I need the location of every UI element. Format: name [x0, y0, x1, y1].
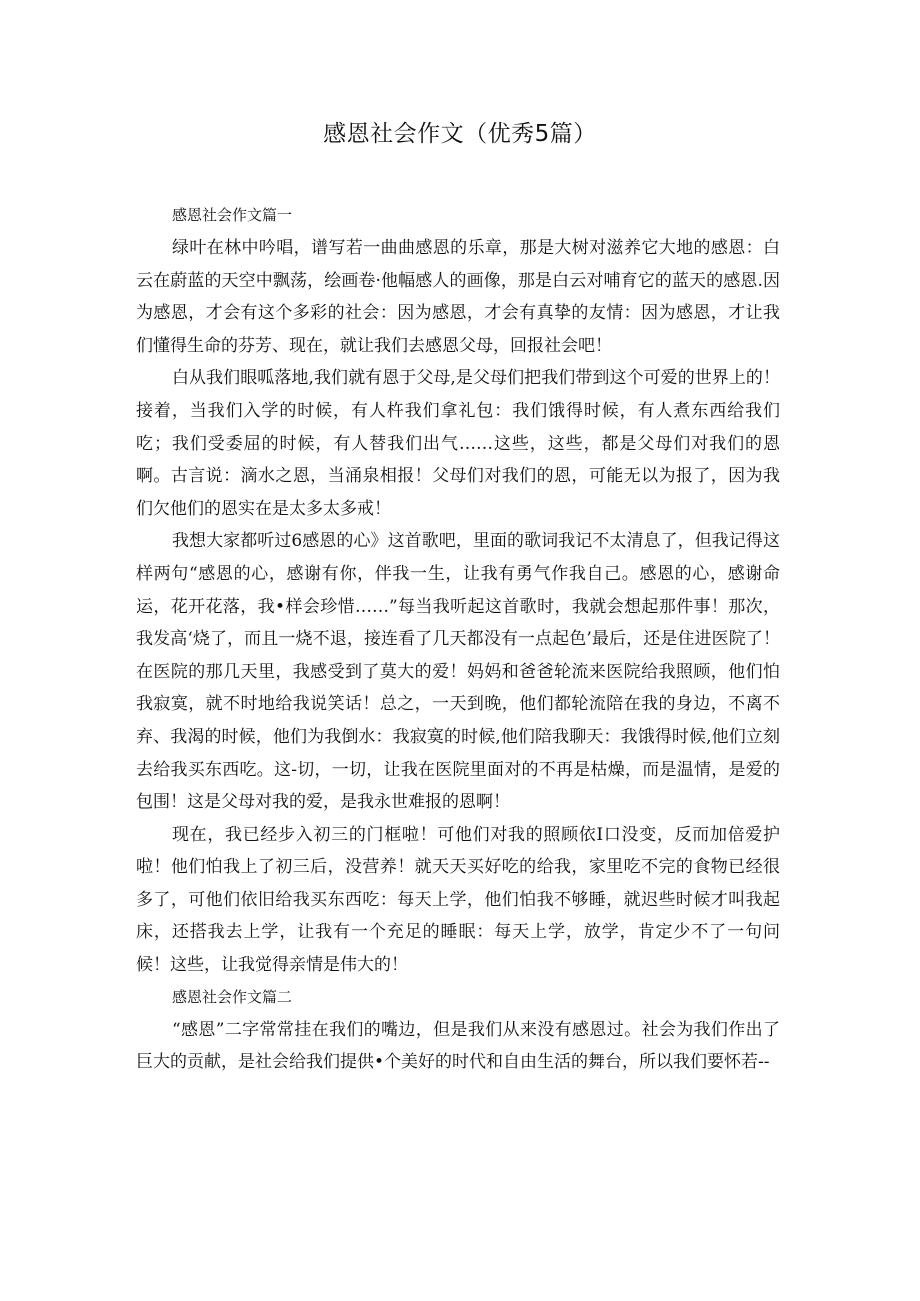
section-2-paragraph-1: “感恩”二字常常挂在我们的嘴边，但是我们从来没有感恩过。社会为我们作出了巨大的贡献，是社会给我们提供•个美好的时代和自由生活的舞台，所以我们要怀若-- [136, 1019, 780, 1073]
section-heading-2: 感恩社会作文篇二 [172, 987, 293, 1006]
document-body [136, 200, 780, 1079]
section-heading-1: 感恩社会作文篇一 [172, 206, 293, 224]
section-1-paragraph-3: 我想大家都听过6感恩的心》这首歌吧，里面的歌词我记不太清息了，但我记得这样两句“感恩的心，感谢有你，伴我一生，让我有勇气作我自己。感恩的心，感谢命运，花开花落，我•样会珍惜……”每当我听起这首歌时，我就会想起那件事！那次，我发高‘烧了，而且一烧不退，接连看了几天都没有一点起色’最后，还是住进医院了！在医院的那几天里，我感受到了莫大的爱！妈妈和爸爸轮流来医院给我照顾，他们怕我寂寞，就不时地给我说笑话！总之，一天到晚，他们都轮流陪在我的身边，不离不弃、我渴的时候，他们为我倒水：我寂寞的时候,他们陪我聊天：我饿得时候,他们立刻去给我买东西吃。这-切，一切，让我在医院里面对的不再是枯燥，而是温情，是爱的包围！这是父母对我的爱，是我永世难报的恩啊！ [136, 531, 780, 813]
document-title: 感恩社会作文（优秀5篇） [323, 121, 597, 147]
section-1-paragraph-1: 绿叶在林中吟唱，谱写若一曲曲感恩的乐章，那是大树对滋养它大地的感恩：白云在蔚蓝的天空中飘荡，绘画卷·他幅感人的画像，那是白云对哺育它的蓝天的感恩.因为感恩，才会有这个多彩的社会：因为感恩，才会有真挚的友情：因为感恩，才让我们懂得生命的芬芳、现在，就让我们去感恩父母，回报社会吧！ [136, 238, 780, 356]
section-1-paragraph-4: 现在，我已经步入初三的门框啦！可他们对我的照顾依I口没变，反而加倍爱护啦！他们怕我上了初三后，没营养！就天天买好吃的给我，家里吃不完的食物已经很多了，可他们依旧给我买东西吃：每天上学，他们怕我不够睡，就迟些时候才叫我起床，还搭我去上学，让我有一个充足的睡眠：每天上学，放学，肯定少不了一句问候！这些，让我觉得亲情是伟大的！ [136, 824, 780, 976]
section-1-paragraph-2: 白从我们眼呱落地,我们就有恩于父母,是父母们把我们带到这个可爱的世界上的！接着，当我们入学的时候，有人杵我们拿礼包：我们饿得时候，有人煮东西给我们吃；我们受委屈的时候，有人替我们出气……这些，这些，都是父母们对我们的恩啊。古言说：滴水之恩，当涌泉相报！父母们对我们的恩，可能无以为报了，因为我们欠他们的恩实在是太多太多戒！ [136, 368, 780, 519]
